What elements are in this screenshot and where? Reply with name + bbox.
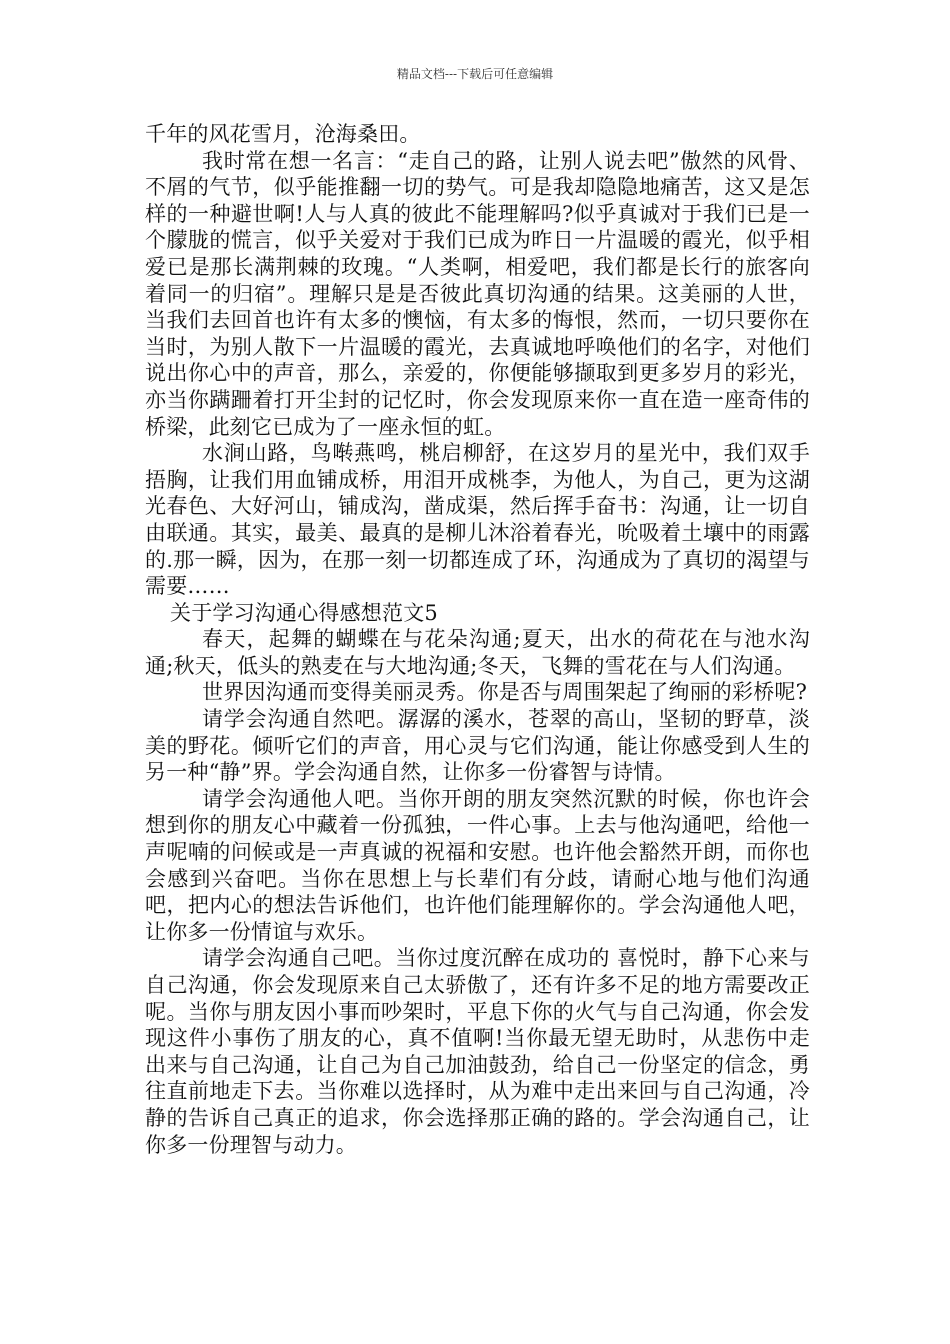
paragraph: 请学会沟通自然吧。潺潺的溪水，苍翠的高山，坚韧的野草，淡美的野花。倾听它们的声音，用心灵与它们沟通，能让你感受到人生的另一种“静”界。学会沟通自然，让你多一份睿智与诗情。 <box>145 707 810 785</box>
paragraph: 请学会沟通他人吧。当你开朗的朋友突然沉默的时候，你也许会想到你的朋友心中藏着一份孤独，一件心事。上去与他沟通吧，给他一声呢喃的问候或是一声真诚的祝福和安慰。也许他会豁然开朗，而你也会感到兴奋吧。当你在思想上与长辈们有分歧，请耐心地与他们沟通吧，把内心的想法告诉他们，也许他们能理解你的。学会沟通他人吧，让你多一份情谊与欢乐。 <box>145 786 810 944</box>
section-heading: 关于学习沟通心得感想范文5 <box>170 600 438 625</box>
paragraph-continuation: 千年的风花雪月，沧海桑田。 <box>145 122 421 146</box>
paragraph: 请学会沟通自己吧。当你过度沉醉在成功的 喜悦时，静下心来与自己沟通，你会发现原来自己太骄傲了，还有许多不足的地方需要改正呢。当你与朋友因小事而吵架时，平息下你的火气与自己沟通，你会发现这件小事伤了朋友的心，真不值啊!当你最无望无助时，从悲伤中走出来与自己沟通，让自己为自己加油鼓劲，给自己一份坚定的信念，勇往直前地走下去。当你难以选择时，从为难中走出来回与自己沟通，冷静的告诉自己真正的追求，你会选择那正确的路的。学会沟通自己，让你多一份理智与动力。 <box>145 946 810 1157</box>
paragraph: 春天，起舞的蝴蝶在与花朵沟通;夏天，出水的荷花在与池水沟通;秋天，低头的熟麦在与大地沟通;冬天，飞舞的雪花在与人们沟通。 <box>145 627 810 678</box>
paragraph: 水涧山路，鸟啭燕鸣，桃启柳舒，在这岁月的星光中，我们双手捂胸，让我们用血铺成桥，用泪开成桃李，为他人，为自己，更为这湖光春色、大好河山，铺成沟，凿成渠，然后挥手奋书：沟通，让一切自由联通。其实，最美、最真的是柳儿沐浴着春光，吮吸着土壤中的雨露的.那一瞬，因为，在那一刻一切都连成了环，沟通成为了真切的渴望与需要…… <box>145 441 810 599</box>
paragraph: 世界因沟通而变得美丽灵秀。你是否与周围架起了绚丽的彩桥呢? <box>202 680 808 705</box>
page-header-note: 精品文档---下载后可任意编辑 <box>396 67 554 81</box>
document-body <box>145 121 810 1158</box>
paragraph: 我时常在想一名言：“走自己的路，让别人说去吧”傲然的风骨、不屑的气节，似乎能推翻一切的势气。可是我却隐隐地痛苦，这又是怎样的一种避世啊!人与人真的彼此不能理解吗?似乎真诚对于我们已是一个朦胧的慌言，似乎关爱对于我们已成为昨日一片温暖的霞光，似乎相爱已是那长满荆棘的玫瑰。“人类啊，相爱吧，我们都是长行的旅客向着同一的归宿”。理解只是是否彼此真切沟通的结果。这美丽的人世，当我们去回首也许有太多的懊恼，有太多的悔恨，然而，一切只要你在当时，为别人散下一片温暖的霞光，去真诚地呼唤他们的名字，对他们说出你心中的声音，那么，亲爱的，你便能够撷取到更多岁月的彩光，亦当你蹒跚着打开尘封的记忆时，你会发现原来你一直在造一座奇伟的桥梁，此刻它已成为了一座永恒的虹。 <box>145 148 810 439</box>
